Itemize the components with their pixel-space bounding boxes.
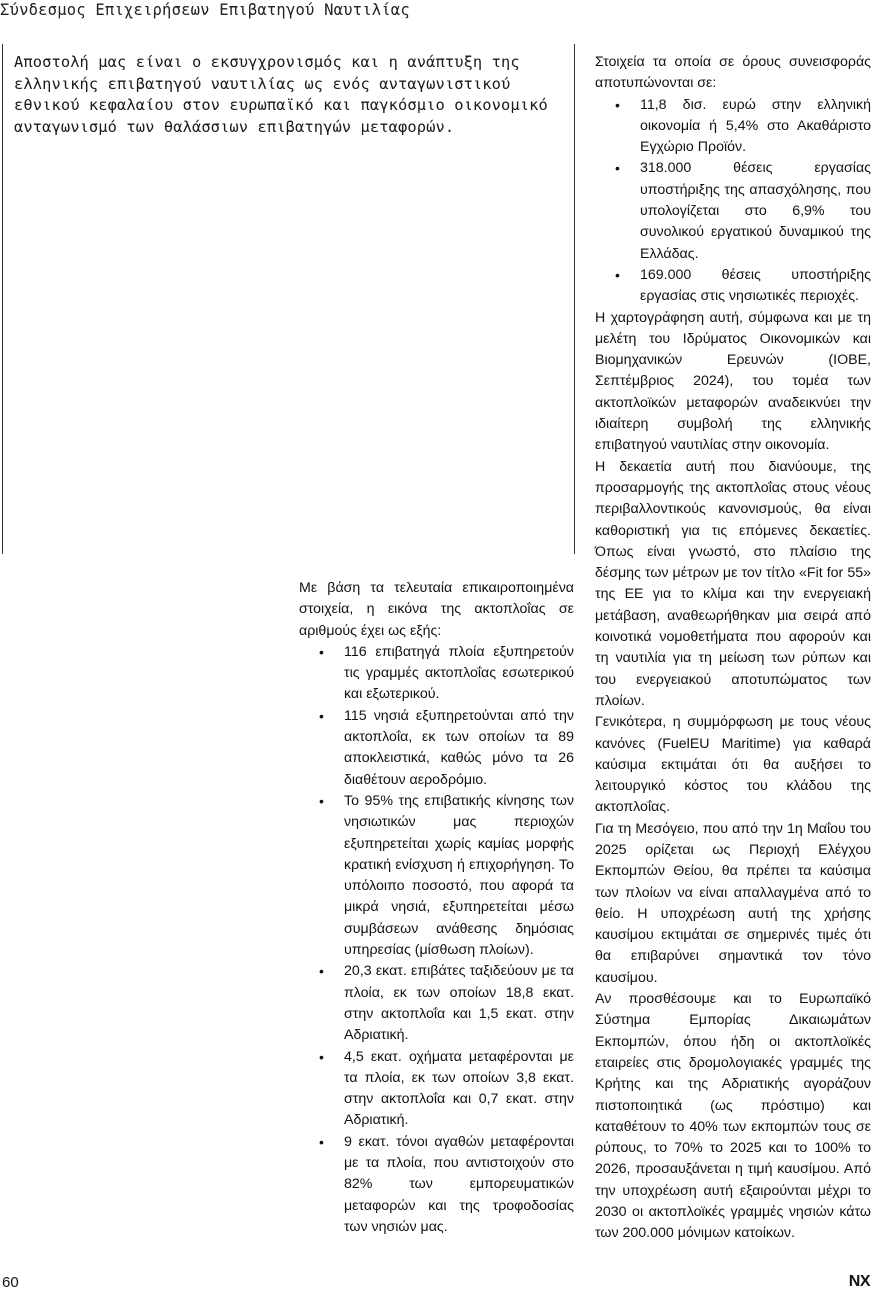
body-paragraph: Η χαρτογράφηση αυτή, σύμφωνα και με τη μελέτη του Ιδρύματος Οικονομικών και Βιομηχανικών Ερευνών (ΙΟΒΕ, Σεπτέμβριος 2024), του τομέα των ακτοπλοϊκών μεταφορών αναδεικνύει την ιδιαίτερη συμβολή της ελληνικής επιβατηγού ναυτιλίας στην οικονομία. bbox=[595, 309, 871, 454]
list-item: • Το 95% της επιβατικής κίνησης των νησιωτικών μας περιοχών εξυπηρετείται χωρίς καμίας μορφής κρατική ενίσχυση ή επιχορήγηση. Το υπόλοιπο ποσοστό, που αφορά τα μικρά νησιά, εξυπηρετείται μέσω συμβάσεων ανάθεσης δημόσιας υπηρεσίας (μίσθωση πλοίων). bbox=[299, 791, 574, 961]
list-item: • 318.000 θέσεις εργασίας υποστήριξης της απασχόλησης, που υπολογίζεται στο 6,9% του συνολικού εργατικού δυναμικού της Ελλάδας. bbox=[595, 158, 871, 264]
contribution-list bbox=[595, 95, 871, 308]
statistics-list bbox=[299, 642, 574, 1238]
list-item: • 4,5 εκατ. οχήματα μεταφέρονται με τα πλοία, εκ των οποίων 3,8 εκατ. στην ακτοπλοΐα και 0,7 εκατ. στην Αδριατική. bbox=[299, 1047, 574, 1132]
middle-column bbox=[299, 578, 574, 1238]
middle-column-intro: Με βάση τα τελευταία επικαιροποιημένα στοιχεία, η εικόνα της ακτοπλοΐας σε αριθμούς έχει ως εξής: bbox=[299, 580, 574, 639]
list-item: • 20,3 εκατ. επιβάτες ταξιδεύουν με τα πλοία, εκ των οποίων 18,8 εκατ. στην ακτοπλοΐα και 1,5 εκατ. στην Αδριατική. bbox=[299, 961, 574, 1046]
body-paragraph: Γενικότερα, η συμμόρφωση με τους νέους κανόνες (FuelEU Maritime) για καθαρά καύσιμα εκτιμάται ότι θα αυξήσει το λειτουργικό κόστος του κλάδου της ακτοπλοΐας. bbox=[595, 714, 871, 816]
right-column bbox=[595, 52, 871, 1245]
page-header-title: Σύνδεσμος Επιχειρήσεων Επιβατηγού Ναυτιλίας bbox=[0, 1, 410, 19]
publication-logo: NX bbox=[848, 1273, 870, 1290]
list-item: • 116 επιβατηγά πλοία εξυπηρετούν τις γραμμές ακτοπλοΐας εσωτερικού και εξωτερικού. bbox=[299, 642, 574, 706]
page-number: 60 bbox=[2, 1274, 19, 1291]
left-margin-rule bbox=[2, 44, 3, 554]
body-paragraph: Για τη Μεσόγειο, που από την 1η Μαΐου του 2025 ορίζεται ως Περιοχή Ελέγχου Εκπομπών Θείου, θα πρέπει τα καύσιμα των πλοίων να είναι απαλλαγμένα από το θείο. Η υποχρέωση αυτή της χρήσης καυσίμου εκτιμάται σε σημερινές τιμές ότι θα επιβαρύνει σημαντικά τον τόνο καυσίμου. bbox=[595, 820, 871, 986]
list-item: • 9 εκατ. τόνοι αγαθών μεταφέρονται με τα πλοία, που αντιστοιχούν στο 82% των εμπορευματικών μεταφορών και της τροφοδοσίας των νησιών μας. bbox=[299, 1132, 574, 1238]
right-column-intro: Στοιχεία τα οποία σε όρους συνεισφοράς αποτυπώνονται σε: bbox=[595, 54, 871, 92]
body-paragraph: Αν προσθέσουμε και το Ευρωπαϊκό Σύστημα Εμπορίας Δικαιωμάτων Εκπομπών, όπου ήδη οι ακτοπλοϊκές εταιρείες στις δρομολογιακές γραμμές της Κρήτης και της Αδριατικής αγοράζουν πιστοποιητικά (ως πρόστιμο) και καταθέτουν το 40% των εκπομπών τους σε ρύπους, το 70% το 2025 και το 100% το 2026, προσαυξάνεται η τιμή καυσίμου. Από την υποχρέωση αυτή εξαιρούνται μέχρι το 2030 οι ακτοπλοϊκές γραμμές νησιών κάτω των 200.000 μόνιμων κατοίκων. bbox=[595, 991, 871, 1242]
mission-statement: Αποστολή μας είναι ο εκσυγχρονισμός και η ανάπτυξη της ελληνικής επιβατηγού ναυτιλίας ως ενός ανταγωνιστικού εθνικού κεφαλαίου στον ευρωπαϊκό και παγκόσμιο οικονομικό ανταγωνισμό των θαλάσσιων επιβατηγών μεταφορών. bbox=[14, 53, 548, 136]
body-paragraph: Η δεκαετία αυτή που διανύουμε, της προσαρμογής της ακτοπλοΐας στους νέους περιβαλλοντικούς κανονισμούς, θα είναι καθοριστική για τις επόμενες δεκαετίες. Όπως είναι γνωστό, στο πλαίσιο της δέσμης των μέτρων με τον τίτλο «Fit for 55» της ΕΕ για το κλίμα και την ενεργειακή μετάβαση, αναθεωρήθηκαν μια σειρά από κοινοτικά νομοθετήματα που αφορούν και τη ναυτιλία για τη μείωση των ρύπων και του ενεργειακού αποτυπώματος των πλοίων. bbox=[595, 458, 871, 709]
list-item: • 115 νησιά εξυπηρετούνται από την ακτοπλοΐα, εκ των οποίων τα 89 αποκλειστικά, καθώς μόνο τα 26 διαθέτουν αεροδρόμιο. bbox=[299, 706, 574, 791]
list-item: • 169.000 θέσεις υποστήριξης εργασίας στις νησιωτικές περιοχές. bbox=[595, 265, 871, 308]
column-divider-rule bbox=[574, 44, 575, 554]
list-item: • 11,8 δισ. ευρώ στην ελληνική οικονομία ή 5,4% στο Ακαθάριστο Εγχώριο Προϊόν. bbox=[595, 95, 871, 159]
